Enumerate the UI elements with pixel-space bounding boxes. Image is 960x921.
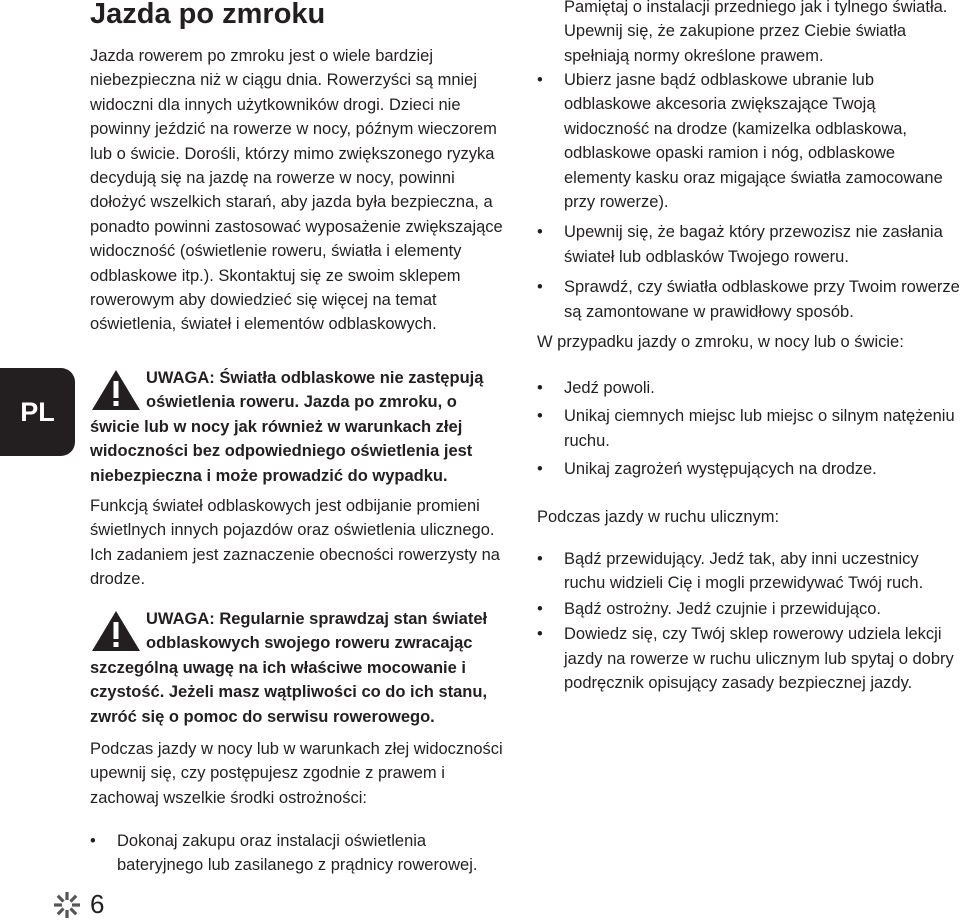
bullet: •: [537, 278, 543, 297]
bullet: •: [537, 460, 543, 479]
visibility-bullet-list: [537, 68, 960, 330]
list-item: • Dowiedz się, czy Twój sklep rowerowy udziela lekcji jazdy na rowerze w ruchu ulicznym lub spytaj o dobry podręcznik opisujący zasady bezpiecznej jazdy.: [537, 622, 960, 695]
list-item: • Ubierz jasne bądź odblaskowe ubranie lub odblaskowe akcesoria zwiększające Twoją widoczność na drodze (kamizelka odblaskowa, odblaskowe opaski ramion i nóg, odblaskowe elementy kasku oraz migające światła zamocowane przy rowerze).: [537, 68, 960, 214]
page-title: Jazda po zmroku: [90, 0, 326, 30]
list-item: • Bądź ostrożny. Jedź czujnie i przewidująco.: [537, 597, 960, 621]
bullet: •: [537, 599, 543, 618]
warning-text: UWAGA: Światła odblaskowe nie zastępują oświetlenia roweru. Jazda po zmroku, o świcie lub w nocy jak również w warunkach złej widoczności bez odpowiedniego oświetlenia jest niebezpieczna i może prowadzić do wypadku.: [90, 369, 484, 485]
list-item: • Upewnij się, że bagaż który przewozisz nie zasłania świateł lub odblasków Twojego roweru.: [537, 220, 960, 269]
list-item: • Unikaj ciemnych miejsc lub miejsc o silnym natężeniu ruchu.: [537, 404, 960, 453]
list-item: • Unikaj zagrożeń występujących na drodze.: [537, 457, 960, 481]
bullet: •: [537, 550, 543, 568]
warning-triangle-icon: [90, 368, 142, 412]
warning-box-reflectors: [90, 607, 510, 729]
dusk-bullet-list: [537, 376, 960, 486]
night-riding-paragraph: Podczas jazdy w nocy lub w warunkach złej widoczności upewnij się, czy postępujesz zgodnie z prawem i zachowaj wszelkie środki ostrożności:: [90, 740, 503, 807]
language-tab: PL: [0, 368, 75, 456]
bullet: •: [90, 832, 96, 850]
bullet: •: [537, 379, 543, 397]
bullet: •: [537, 407, 543, 426]
list-item: • Dokonaj zakupu oraz instalacji oświetlenia bateryjnego lub zasilanego z prądnicy rowerowej.: [90, 829, 508, 878]
dusk-paragraph: W przypadku jazdy o zmroku, w nocy lub o świcie:: [537, 333, 904, 351]
list-item: • Bądź przewidujący. Jedź tak, aby inni uczestnicy ruchu widzieli Cię i mogli przewidywać Twój ruch.: [537, 547, 960, 596]
warning-box-lighting: [90, 366, 510, 488]
bullet: •: [537, 223, 543, 242]
warning-triangle-icon: [90, 609, 142, 653]
reflector-function-paragraph: Funkcją świateł odblaskowych jest odbijanie promieni świetlnych innych pojazdów oraz oświetlenia ulicznego. Ich zadaniem jest zaznaczenie obecności rowerzysty na drodze.: [90, 497, 500, 589]
intro-paragraph: Jazda rowerem po zmroku jest o wiele bardziej niebezpieczna niż w ciągu dnia. Rowerzyści są mniej widoczni dla innych użytkowników drogi. Dzieci nie powinny jeździć na rowerze w nocy, późnym wieczorem lub o świcie. Dorośli, którzy mimo zwiększonego ryzyka decydują się na jazdę na rowerze w nocy, powinni dołożyć wszelkich starań, aby jazda była bezpieczna, a ponadto powinni zastosować wyposażenie zwiększające widoczność (oświetlenie roweru, światła i elementy odblaskowe itp.). Skontaktuj się ze swoim sklepem rowerowym aby dowiedzieć się więcej na temat oświetlenia, świateł i elementów odblaskowych.: [90, 47, 503, 334]
list-item: • Jedź powoli.: [537, 376, 960, 400]
traffic-paragraph: Podczas jazdy w ruchu ulicznym:: [537, 508, 780, 526]
list-item: • Sprawdź, czy światła odblaskowe przy Twoim rowerze są zamontowane w prawidłowy sposób.: [537, 275, 960, 324]
sun-rays-icon: [52, 890, 82, 920]
bullet: •: [537, 625, 543, 644]
bullet: •: [537, 71, 543, 89]
traffic-bullet-list: [537, 547, 960, 696]
left-bullet-list: [90, 829, 508, 878]
page-number: 6: [90, 889, 105, 919]
list-item-continued: Pamiętaj o instalacji przedniego jak i tylnego światła. Upewnij się, że zakupione przez Ciebie światła spełniają normy określone prawem.: [564, 0, 948, 65]
warning-text: UWAGA: Regularnie sprawdzaj stan świateł odblaskowych swojego roweru zwracając szczególną uwagę na ich właściwe mocowanie i czystość. Jeżeli masz wątpliwości co do ich stanu, zwróć się o pomoc do serwisu rowerowego.: [90, 610, 488, 726]
